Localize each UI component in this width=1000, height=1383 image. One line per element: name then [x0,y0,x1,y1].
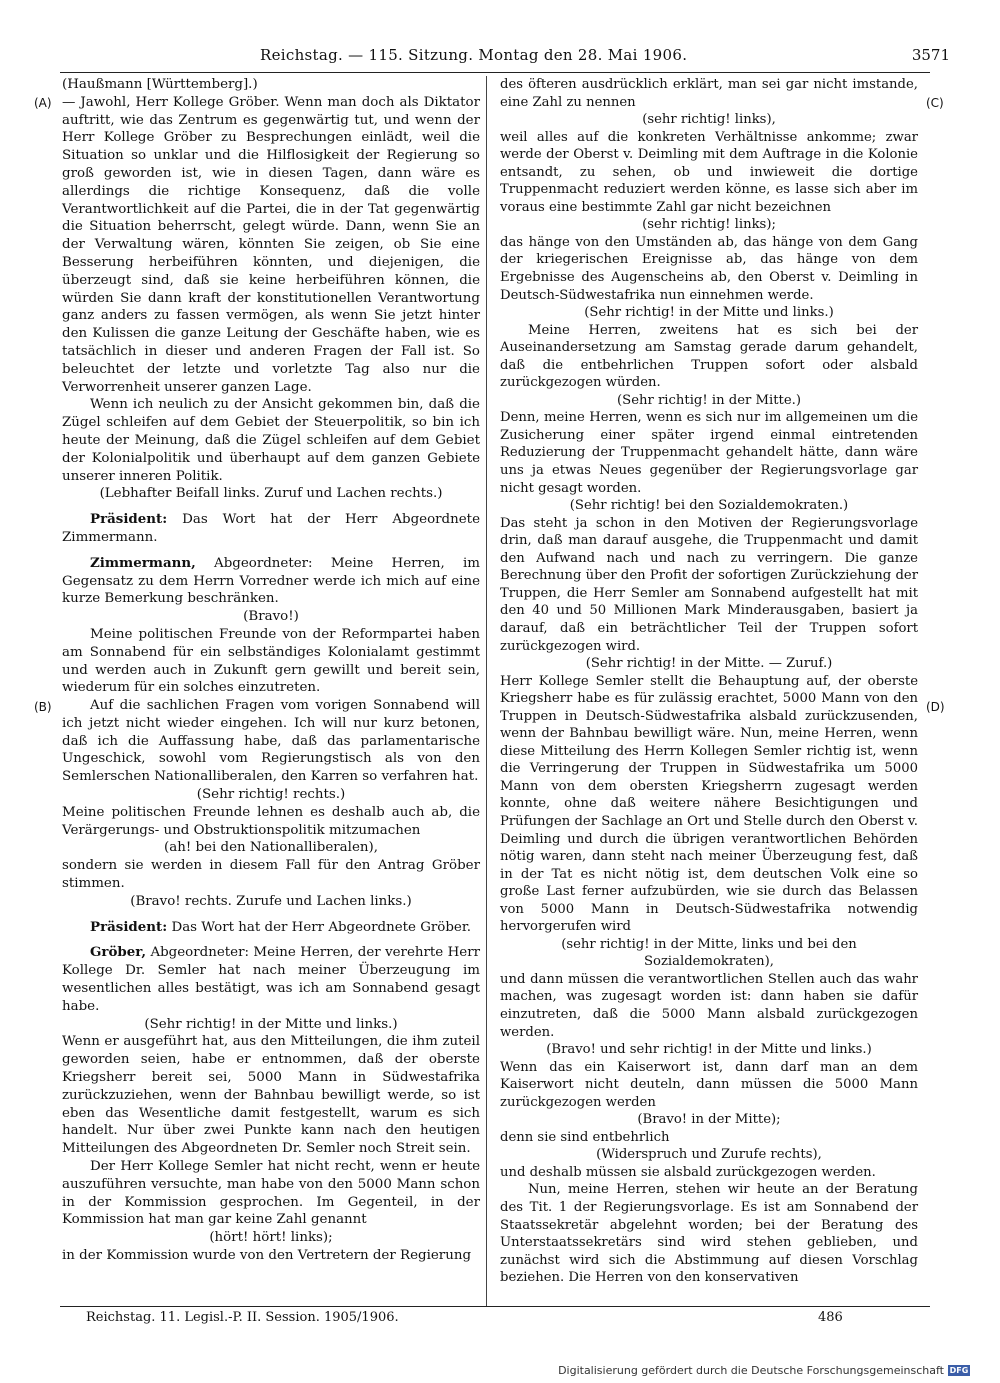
dfg-logo-icon: DFG [949,1366,969,1375]
paragraph: denn sie sind entbehrlich [500,1129,670,1145]
speech-text: Abgeordneter: Meine Herren, der verehrte Herr Kollege Dr. Semler hat nach meiner Überzeugung im wesentlichen alles bestätigt, was ich am Sonnabend gesagt habe. [62,945,480,1014]
margin-marker-a: (A) [34,96,52,110]
paragraph: Herr Kollege Semler stellt die Behauptung auf, der oberste Kriegsherr habe es für zulässig erachtet, 5000 Mann von den Truppen in Deutsch-Südwestafrika alsbald zurückzusenden, wenn der Bahnbau bewilligt wäre. Nun, meine Herren, wenn diese Mitteilung des Herrn Kollegen Semler richtig ist, wenn die Verringerung der Truppen in Südwestafrika um 5000 Mann von dem obersten Kriegsherrn zugesagt werden konnte, ohne daß weitere nähere Besichtigungen und Prüfungen der Sachlage an Ort und Stelle durch den Oberst v. Deimling und durch die übrigen verantwortlichen Behörden nötig waren, dann steht nach meiner Überzeugung fest, daß in der Tat es nicht nötig ist, dem deutschen Volk eine so große Last ferner aufzubürden, wie sie durch das Belassen von 5000 Mann in Deutsch-Südwestafrika notwendig hervorgerufen wird [500,673,918,935]
speaker-name: Präsident: [90,511,168,528]
speech-text: Das Wort hat der Herr Abgeordnete Gröber. [171,919,472,935]
column-divider [486,76,487,1306]
paragraph: Denn, meine Herren, wenn es sich nur im allgemeinen um die Zusicherung einer später irgend einmal eintretenden Reduzierung der Truppenmacht gehandelt hätte, dann wäre uns ja etwas Neues gegenüber der Regierungsvorlage gar nicht gesagt worden. [500,410,918,496]
interjection: (Bravo! in der Mitte); [637,1112,781,1128]
speech-start [62,919,480,937]
paragraph: Wenn ich neulich zu der Ansicht gekommen bin, daß die Zügel schleifen auf dem Gebiet der Steuerpolitik, so bin ich heute der Meinung, daß die Zügel schleifen auf dem Gebiet der Kolonialpolitik und überhaupt auf dem ganzen Gebiete unserer inneren Politik. [62,397,480,484]
margin-marker-d: (D) [926,700,945,714]
margin-marker-b: (B) [34,700,52,714]
paragraph: Meine Herren, zweitens hat es sich bei der Auseinandersetzung am Samstag gerade darum gehandelt, daß die entbehrlichen Truppen sofort oder alsbald zurückgezogen würden. [500,322,918,391]
speech-text: Abgeordneter: Meine Herren, im Gegensatz zu dem Herrn Vorredner werde ich mich auf eine kurze Bemerkung beschränken. [62,555,480,607]
interjection: (sehr richtig! links), [642,112,776,128]
paragraph: und dann müssen die verantwortlichen Stellen auch das wahr machen, was zugesagt worden ist: dann haben sie dafür einzutreten, daß die 5000 Mann alsbald zurückgezogen werden. [500,971,918,1040]
page-number: 3571 [911,46,950,64]
speech-start [62,511,480,547]
right-column [500,76,918,1287]
footer-rule [60,1306,930,1307]
interjection: (Sehr richtig! in der Mitte. — Zuruf.) [585,656,833,672]
header-rule [60,72,930,73]
speech-start [62,944,480,1015]
paragraph: das hänge von den Umständen ab, das hänge von dem Gang der kriegerischen Ereignisse ab, das hänge von dem Ergebnisse des Augenscheins ab, den Oberst v. Deimling in Deutsch-Südwestafrika nun einnehmen werde. [500,234,918,303]
credit-text: Digitalisierung gefördert durch die Deutsche Forschungsgemeinschaft [558,1364,944,1377]
paragraph: Wenn das ein Kaiserwort ist, dann darf man an dem Kaiserwort nicht deuteln, dann müssen die 5000 Mann zurückgezogen werden [500,1059,918,1110]
interjection: (hört! hört! links); [209,1230,333,1246]
interjection: (Sehr richtig! bei den Sozialdemokraten.) [569,498,849,514]
paragraph: in der Kommission wurde von den Vertretern der Regierung [62,1248,472,1263]
speaker-name: Präsident: [90,918,168,935]
paragraph: Auf die sachlichen Fragen vom vorigen Sonnabend will ich jetzt nicht wieder eingehen. Ich will nur kurz betonen, daß ich die Auffassung habe, daß das parlamentarische Ungeschick, sowohl vom Regierungstisch als von den Semlerschen Nationalliberalen, den Karren so verfahren hat. [62,698,480,785]
paragraph: Das steht ja schon in den Motiven der Regierungsvorlage drin, daß man darauf ausgehe, die Truppenmacht und damit den Aufwand nach und nach zu verringern. Die ganze Berechnung über den Profit der sofortigen Zurückziehung der Truppen, die Herr Semler am Sonnabend aufgestellt hat mit den 40 und 50 Millionen Mark Minderausgaben, basiert ja darauf, daß ein beträchtlicher Teil der Truppen sofort zurückgezogen wird. [500,515,918,654]
interjection: (Widerspruch und Zurufe rechts), [596,1147,822,1163]
paragraph: Meine politischen Freunde von der Reformpartei haben am Sonnabend für ein selbständiges Kolonialamt gestimmt und werden auch in Zukunft gern gewillt und bereit sein, wiederum für ein solches einzutreten. [62,626,480,696]
interjection: (Sehr richtig! in der Mitte und links.) [144,1016,398,1032]
speech-text: Das Wort hat der Herr Abgeordnete Zimmermann. [62,512,480,545]
paragraph: Meine politischen Freunde lehnen es deshalb auch ab, die Verärgerungs- und Obstruktionspolitik mitzumachen [62,804,480,838]
left-column [62,76,480,1265]
digitization-credit [558,1364,970,1377]
speaker-continuation: (Haußmann [Württemberg].) [62,77,258,92]
interjection: (Sehr richtig! rechts.) [196,787,346,803]
interjection: (Lebhafter Beifall links. Zuruf und Lachen rechts.) [99,486,443,502]
page-header [60,46,950,72]
running-title: Reichstag. — 115. Sitzung. Montag den 28. Mai 1906. [260,46,688,64]
footer-session: Reichstag. 11. Legisl.-P. II. Session. 1905/1906. [86,1310,399,1325]
interjection: (Sehr richtig! in der Mitte und links.) [584,305,834,321]
paragraph: des öfteren ausdrücklich erklärt, man sei gar nicht imstande, eine Zahl zu nennen [500,77,918,110]
paragraph: Wenn er ausgeführt hat, aus den Mitteilungen, die ihm zuteil geworden seien, habe er entnommen, daß der oberste Kriegsherr bereit sei, 5000 Mann in Südwestafrika zurückzuziehen, wenn der Bahnbau bewilligt werde, so ist eben das Wesentliche damit festgestellt, warum es sich handelt. Nur über zwei Punkte kann nach den heutigen Mitteilungen des Abgeordneten Dr. Semler noch Streit sein. [62,1034,480,1157]
paragraph: — Jawohl, Herr Kollege Gröber. Wenn man doch als Diktator auftritt, wie das Zentrum es gegenwärtig tut, und wenn der Herr Kollege Gröber zu Besprechungen einlädt, weil die Situation so unklar und die Hilflosigkeit der Regierung so groß geworden ist, wie in diesen Tagen, dann wäre es allerdings die richtige Konsequenz, daß die volle Verantwortlichkeit auf die Partei, die in der Tat gegenwärtig die Situation beherrscht, gelegt würde. Dann, wenn Sie an der Verwaltung wären, könnten Sie zeigen, ob Sie eine Besserung herbeiführen könnten, und diejenigen, die überzeugt sind, daß sie keine herbeiführen können, die würden Sie dann kraft der konstitutionellen Verantwortung ganz anders zu fassen vermögen, als wenn Sie jetzt hinter den Kulissen die ganze Leitung der Geschäfte haben, wie es tatsächlich in dieser und anderen Fragen der Fall ist. So beleuchtet der letzte und vorletzte Tag also nur die Verworrenheit unserer ganzen Lage. [62,94,480,395]
paragraph: Der Herr Kollege Semler hat nicht recht, wenn er heute auszuführen versuchte, man habe von den 5000 Mann schon in der Kommission gesprochen. Im Gegenteil, in der Kommission hat man gar keine Zahl genannt [62,1159,480,1228]
speech-start [62,555,480,608]
paragraph: weil alles auf die konkreten Verhältnisse ankomme; zwar werde der Oberst v. Deimling mit dem Auftrage in die Kolonie entsandt, zu sehen, ob und inwieweit die dortige Truppenmacht reduziert werden könne, es lasse sich aber im voraus eine bestimmte Zahl gar nicht bezeichnen [500,129,918,215]
interjection: (sehr richtig! links); [642,217,776,233]
interjection: (Bravo! rechts. Zurufe und Lachen links.) [130,893,412,909]
paragraph: sondern sie werden in diesem Fall für den Antrag Gröber stimmen. [62,858,480,892]
interjection: (sehr richtig! in der Mitte, links und bei den Sozialdemokraten), [561,936,857,970]
speaker-name: Zimmermann, [90,554,196,571]
interjection: (ah! bei den Nationalliberalen), [164,840,378,856]
interjection: (Bravo!) [243,609,299,625]
margin-marker-c: (C) [926,96,944,110]
speaker-name: Gröber, [90,944,147,961]
interjection: (Bravo! und sehr richtig! in der Mitte und links.) [546,1042,872,1058]
interjection: (Sehr richtig! in der Mitte.) [617,392,801,408]
paragraph: Nun, meine Herren, stehen wir heute an der Beratung des Tit. 1 der Regierungsvorlage. Es ist am Sonnabend der Staatssekretär abgelehnt worden; bei der Beratung des Unterstaatssekretärs sind wird stehen geblieben, und zunächst wird sich die Abstimmung auf diesen Vorschlag beziehen. Die Herren von den konservativen [500,1182,918,1286]
footer-sheet-number: 486 [818,1310,843,1325]
paragraph: und deshalb müssen sie alsbald zurückgezogen werden. [500,1164,876,1180]
